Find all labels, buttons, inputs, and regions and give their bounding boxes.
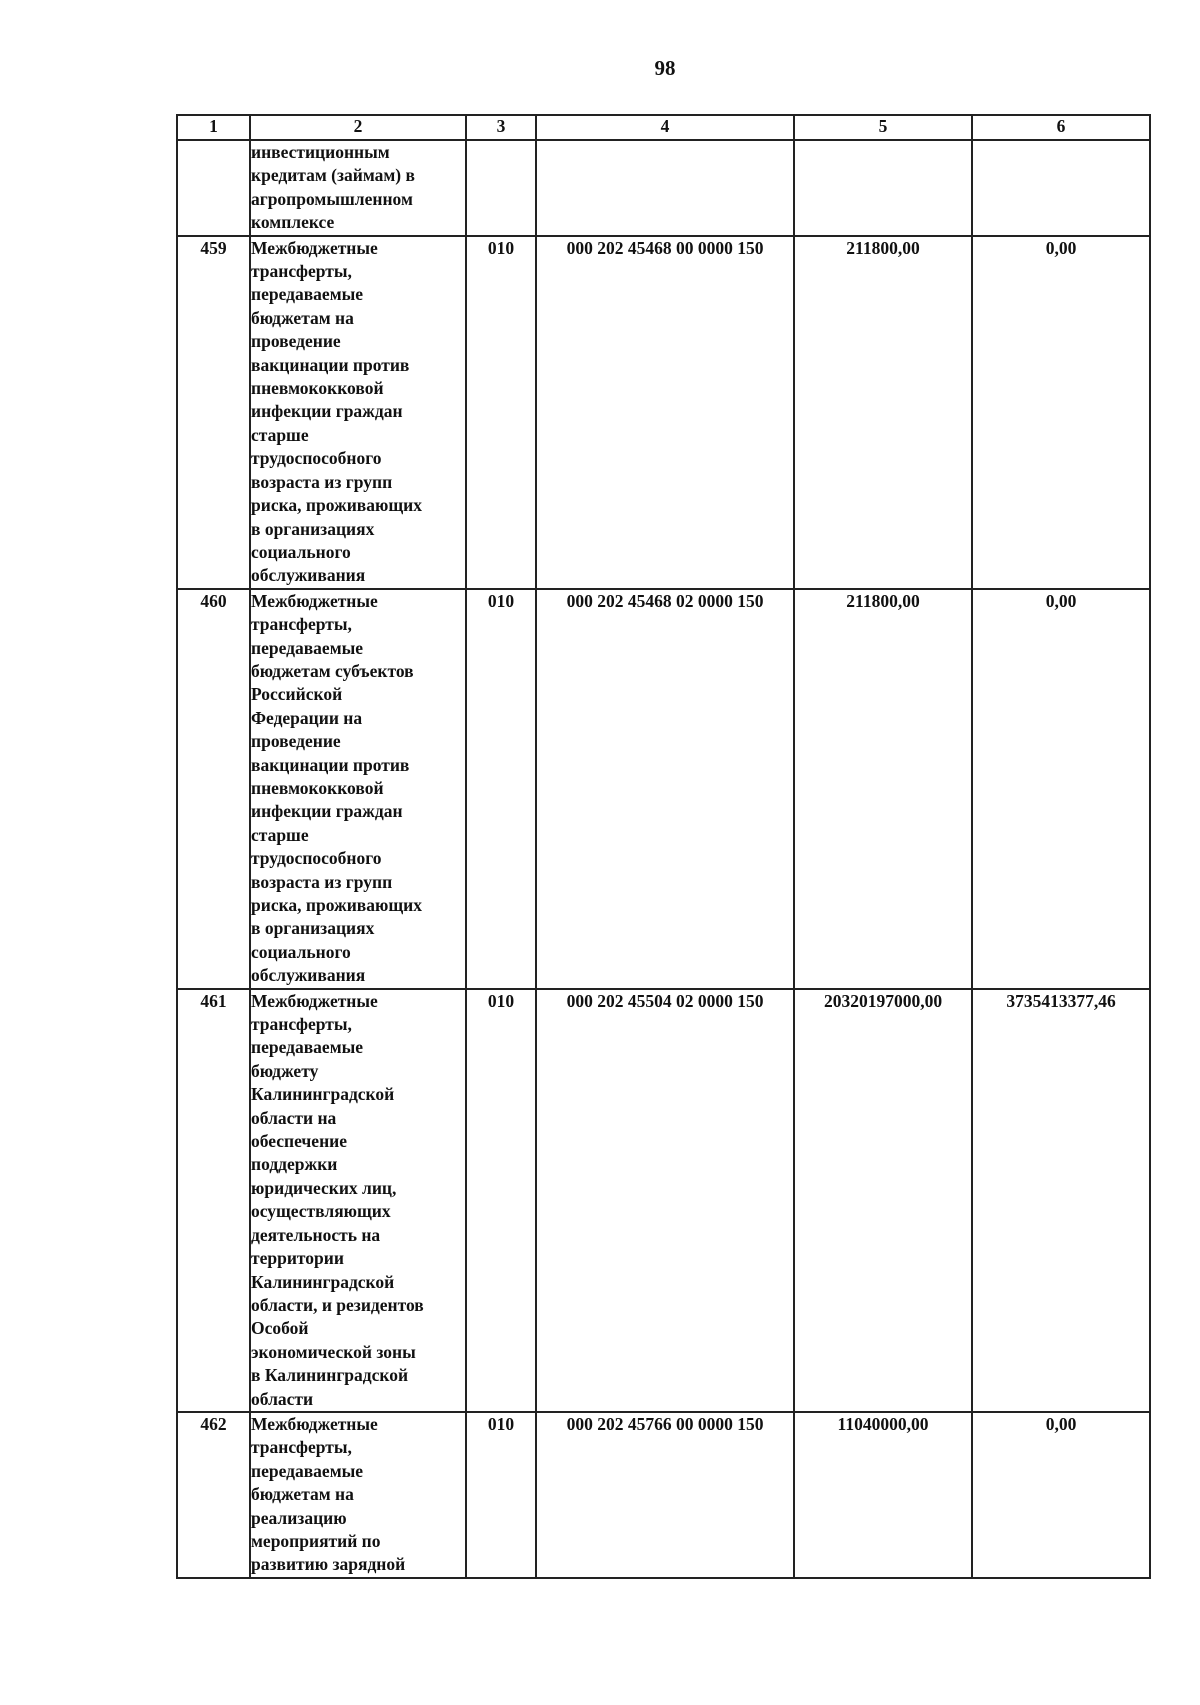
table-header-row <box>177 115 1150 140</box>
row-name <box>250 589 466 989</box>
table-row <box>177 1412 1150 1578</box>
row-budget-code: 000 202 45766 00 0000 150 <box>536 1412 794 1578</box>
column-header-5: 5 <box>794 115 972 140</box>
budget-table <box>176 114 1151 1579</box>
row-actual-amount: 0,00 <box>972 1412 1150 1578</box>
table-row <box>177 989 1150 1412</box>
row-actual-amount <box>972 140 1150 236</box>
row-planned-amount <box>794 140 972 236</box>
row-number: 459 <box>177 236 250 589</box>
column-header-6: 6 <box>972 115 1150 140</box>
row-name <box>250 1412 466 1578</box>
row-planned-amount: 211800,00 <box>794 589 972 989</box>
column-header-3: 3 <box>466 115 536 140</box>
row-name <box>250 989 466 1412</box>
column-header-4: 4 <box>536 115 794 140</box>
row-number <box>177 140 250 236</box>
column-header-2: 2 <box>250 115 466 140</box>
row-budget-code: 000 202 45504 02 0000 150 <box>536 989 794 1412</box>
table-row <box>177 140 1150 236</box>
page-number: 98 <box>654 56 676 80</box>
row-code: 010 <box>466 1412 536 1578</box>
row-name-text: инвестиционным кредитам (займам) в агропромышленном комплексе <box>251 142 415 233</box>
row-name-text: Межбюджетные трансферты, передаваемые бюджетам на проведение вакцинации против пневмококковой инфекции граждан старше трудоспособного возраста из групп риска, проживающих в организациях социального обслуживания <box>251 237 422 586</box>
row-code: 010 <box>466 589 536 989</box>
row-name-text: Межбюджетные трансферты, передаваемые бюджетам субъектов Российской Федерации на проведение вакцинации против пневмококковой инфекции граждан старше трудоспособного возраста из групп риска, проживающих в организациях социального обслуживания <box>251 590 422 986</box>
table-row <box>177 236 1150 589</box>
row-number: 462 <box>177 1412 250 1578</box>
row-code: 010 <box>466 989 536 1412</box>
row-actual-amount: 0,00 <box>972 589 1150 989</box>
row-actual-amount: 0,00 <box>972 236 1150 589</box>
row-budget-code: 000 202 45468 02 0000 150 <box>536 589 794 989</box>
row-number: 461 <box>177 989 250 1412</box>
row-budget-code: 000 202 45468 00 0000 150 <box>536 236 794 589</box>
row-name <box>250 140 466 236</box>
column-header-1: 1 <box>177 115 250 140</box>
row-budget-code <box>536 140 794 236</box>
row-actual-amount: 3735413377,46 <box>972 989 1150 1412</box>
table-row <box>177 589 1150 989</box>
row-name-text: Межбюджетные трансферты, передаваемые бюджету Калининградской области на обеспечение поддержки юридических лиц, осуществляющих деятельность на территории Калининградской области, и резидентов Особой экономической зоны в Калининградской области <box>251 990 424 1409</box>
row-number: 460 <box>177 589 250 989</box>
row-name <box>250 236 466 589</box>
row-planned-amount: 11040000,00 <box>794 1412 972 1578</box>
row-code <box>466 140 536 236</box>
row-name-text: Межбюджетные трансферты, передаваемые бюджетам на реализацию мероприятий по развитию зарядной <box>251 1413 406 1575</box>
row-planned-amount: 211800,00 <box>794 236 972 589</box>
row-code: 010 <box>466 236 536 589</box>
row-planned-amount: 20320197000,00 <box>794 989 972 1412</box>
